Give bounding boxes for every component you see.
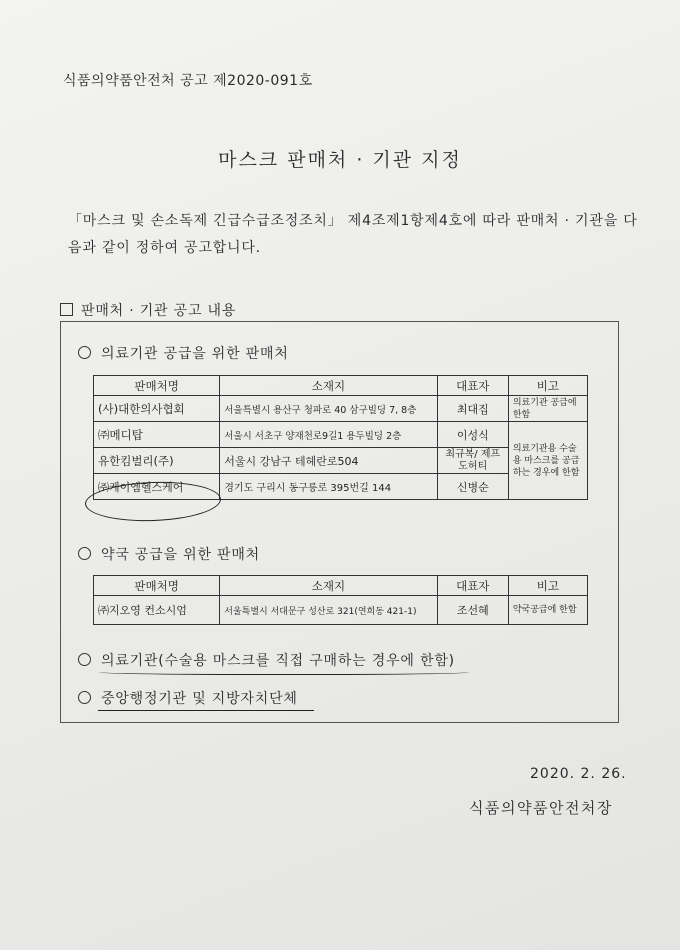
- seller-rep: 최대집: [437, 396, 508, 422]
- column-header: 판매처명: [94, 576, 220, 596]
- notice-number: 식품의약품안전처 공고 제2020-091호: [63, 73, 313, 89]
- table-header-row: [94, 376, 588, 396]
- circle-bullet-icon: [78, 691, 91, 704]
- seller-name: ㈜메디탑: [94, 422, 220, 448]
- signer: 식품의약품안전처장: [469, 799, 613, 817]
- pharmacy-sellers-heading: [78, 544, 260, 564]
- seller-rep: 이성식: [437, 422, 508, 448]
- section-heading: [60, 300, 236, 320]
- medical-sellers-label: 의료기관 공급을 위한 판매처: [101, 346, 289, 362]
- column-header: 비고: [508, 376, 587, 396]
- seller-name: (사)대한의사협회: [94, 396, 220, 422]
- medical-institutions-label: 의료기관(수술용 마스크를 직접 구매하는 경우에 한함): [101, 653, 455, 669]
- seller-address: 서울시 서초구 양재천로9길1 용두빌딩 2층: [220, 422, 437, 448]
- section-heading-label: 판매처 · 기관 공고 내용: [81, 303, 237, 319]
- medical-institutions-item: [78, 650, 455, 670]
- document-title: 마스크 판매처 · 기관 지정: [218, 149, 462, 171]
- table-header-row: [94, 576, 588, 596]
- handwritten-underline: [98, 668, 470, 675]
- column-header: 대표자: [437, 576, 508, 596]
- column-header: 비고: [508, 576, 587, 596]
- seller-note: 약국공급에 한함: [508, 596, 587, 625]
- seller-address: 서울특별시 서대문구 성산로 321(연희동 421-1): [220, 596, 437, 625]
- pharmacy-sellers-label: 약국 공급을 위한 판매처: [101, 547, 260, 563]
- column-header: 판매처명: [94, 376, 220, 396]
- seller-name: ㈜케이엠헬스케어: [94, 474, 220, 500]
- circle-bullet-icon: [78, 346, 91, 359]
- seller-note: 의료기관용 수술용 마스크를 공급하는 경우에 한함: [508, 422, 587, 500]
- government-item: [78, 688, 298, 708]
- table-row: [94, 396, 588, 422]
- seller-address: 경기도 구리시 동구릉로 395번길 144: [220, 474, 437, 500]
- column-header: 대표자: [437, 376, 508, 396]
- seller-name: ㈜지오영 컨소시엄: [94, 596, 220, 625]
- seller-note: 의료기관 공급에 한함: [508, 396, 587, 422]
- circle-bullet-icon: [78, 547, 91, 560]
- seller-address: 서울시 강남구 테헤란로504: [220, 448, 437, 474]
- notice-date: 2020. 2. 26.: [530, 766, 627, 782]
- seller-name: 유한킴벌리(주): [94, 448, 220, 474]
- intro-paragraph: 「마스크 및 손소독제 긴급수급조정조치」 제4조제1항제4호에 따라 판매처 · 기관을 다음과 같이 정하여 공고합니다.: [68, 213, 638, 256]
- table-row: [94, 596, 588, 625]
- seller-address: 서울특별시 용산구 청파로 40 삼구빌딩 7, 8층: [220, 396, 437, 422]
- seller-rep: 신병순: [437, 474, 508, 500]
- table-row: [94, 422, 588, 448]
- government-label: 중앙행정기관 및 지방자치단체: [101, 691, 298, 707]
- medical-sellers-heading: [78, 343, 289, 363]
- column-header: 소재지: [220, 576, 437, 596]
- column-header: 소재지: [220, 376, 437, 396]
- pharmacy-sellers-table: [93, 575, 588, 625]
- checkbox-icon: [60, 303, 73, 316]
- handwritten-underline: [98, 706, 314, 711]
- seller-rep: 조선혜: [437, 596, 508, 625]
- seller-rep: 최규복/ 제프도허티: [437, 448, 508, 474]
- circle-bullet-icon: [78, 653, 91, 666]
